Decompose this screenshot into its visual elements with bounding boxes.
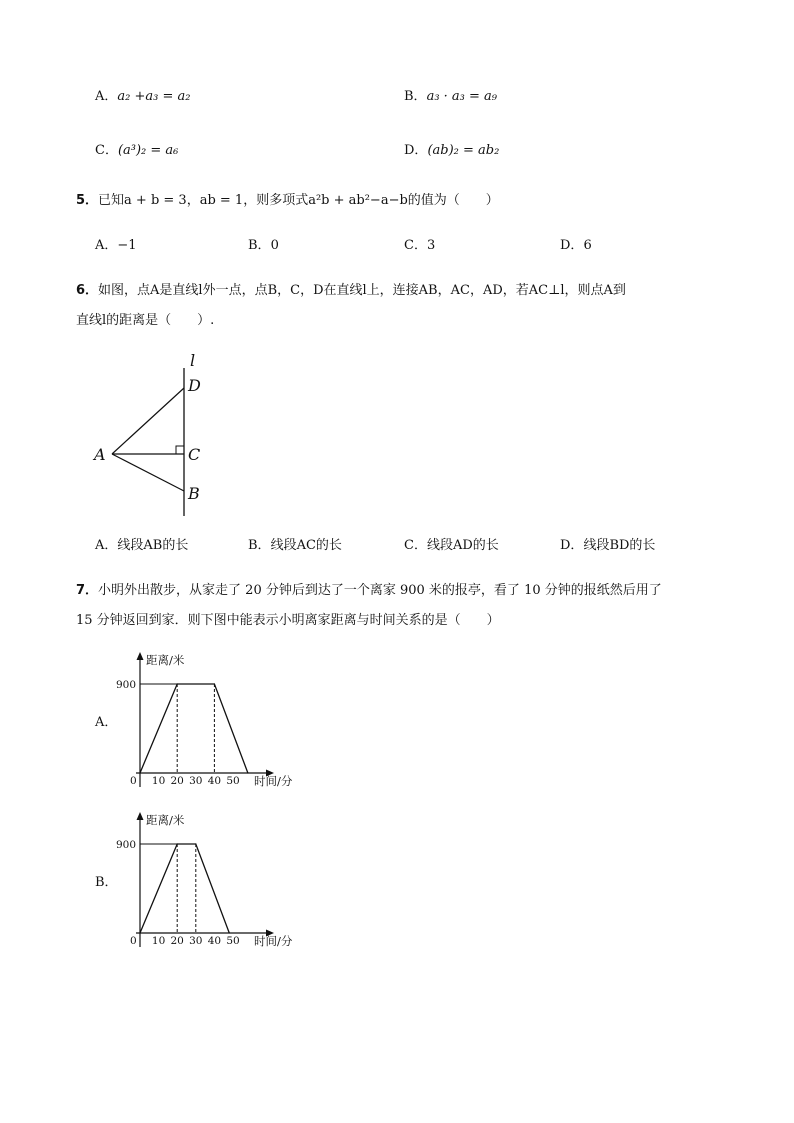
q5-option-a[interactable] [95,237,137,255]
label-l: l [190,351,196,370]
data-point [177,683,178,684]
option-text: 6 [583,238,592,253]
option-letter: A． [95,238,118,253]
q7-stem-line2 [76,612,500,630]
x-tick-label: 40 [207,935,222,947]
question-number: 7． [76,583,99,598]
label-d: D [188,376,201,395]
y-axis-label: 距离/米 [146,813,185,827]
q6-option-d[interactable] [560,537,655,555]
option-text: 线段AC的长 [270,538,342,553]
q4-option-a[interactable] [95,88,190,106]
data-point [139,932,140,933]
question-number: 5． [76,193,99,208]
x-tick-label: 40 [207,775,222,787]
option-expression: (a³)₂ = a₆ [117,143,179,158]
x-axis-label: 时间/分 [254,934,293,948]
x-tick-label: 10 [151,775,166,787]
q4-option-c[interactable] [95,142,178,160]
x-tick-label: 50 [226,775,240,787]
y-axis-arrow-icon [137,812,144,820]
x-tick-label: 10 [151,935,166,947]
y-axis-arrow-icon [137,652,144,660]
option-letter: C． [95,143,118,158]
label-b: B [188,484,200,503]
q5-option-b[interactable] [248,237,279,255]
data-point [229,932,230,933]
x-tick-label: 30 [189,775,203,787]
option-text: 线段BD的长 [583,538,656,553]
option-text: 0 [270,238,279,253]
q7-option-b-label[interactable]: B． [95,875,118,890]
q5-option-d[interactable] [560,237,592,255]
question-text: 直线l的距离是（ ）. [76,313,215,328]
x-axis-label: 时间/分 [254,774,293,788]
option-letter: A． [95,538,118,553]
q7-stem-line1 [76,582,662,600]
option-expression: a₃ · a₃ = a₉ [426,89,498,104]
option-letter: B． [248,238,271,253]
origin-label: 0 [130,775,137,787]
q7-graph-b[interactable] [115,808,318,950]
x-tick-label: 20 [170,775,184,787]
label-a: A [94,445,106,464]
origin-label: 0 [130,935,137,947]
q6-option-a[interactable] [95,537,188,555]
x-tick-label: 20 [170,935,184,947]
data-point [195,843,196,844]
q4-option-b[interactable] [404,88,497,106]
data-point [177,843,178,844]
question-text: 小明外出散步，从家走了 20 分钟后到达了一个离家 900 米的报亭，看了 10 分钟的报纸然后用了 [98,583,662,598]
q5-stem [76,192,499,210]
q6-stem-line2 [76,312,214,330]
q6-option-b[interactable] [248,537,342,555]
right-angle-mark [176,446,184,454]
x-tick-label: 30 [189,935,203,947]
option-letter: A． [95,89,118,104]
data-point [247,772,248,773]
option-letter: B． [404,89,427,104]
option-letter: C． [404,238,427,253]
q4-option-d[interactable] [404,142,499,160]
series-line [140,684,248,773]
question-number: 6． [76,283,99,298]
segment-ab [112,454,184,491]
option-text: 线段AD的长 [426,538,499,553]
q7-option-a-label[interactable]: A． [95,715,118,730]
question-text: 如图，点A是直线l外一点，点B，C，D在直线l上，连接AB，AC，AD，若AC⊥l，则点A到 [98,283,626,298]
y-tick-label: 900 [115,839,136,851]
option-letter: B． [248,538,271,553]
q6-option-c[interactable] [404,537,499,555]
option-expression: (ab)₂ = ab₂ [427,143,500,158]
x-tick-label: 50 [226,935,240,947]
q5-option-c[interactable] [404,237,435,255]
option-letter: C． [404,538,427,553]
option-text: −1 [117,238,137,253]
option-expression: a₂ +a₃ = a₂ [117,89,191,104]
q6-geometry-figure [90,350,230,522]
option-letter: D． [404,143,428,158]
option-text: 线段AB的长 [117,538,189,553]
q7-graph-a[interactable] [115,648,318,790]
option-letter: D． [560,538,584,553]
question-text: 15 分钟返回到家．则下图中能表示小明离家距离与时间关系的是（ ） [76,613,500,628]
data-point [214,683,215,684]
option-letter: D． [560,238,584,253]
q6-stem-line1 [76,282,626,300]
option-text: 3 [426,238,436,253]
segment-ad [112,388,184,454]
label-c: C [188,445,201,464]
y-tick-label: 900 [115,679,136,691]
y-axis-label: 距离/米 [146,653,185,667]
data-point [139,772,140,773]
series-line [140,844,229,933]
question-text: 已知a + b = 3，ab = 1，则多项式a²b + ab²−a−b的值为（ ） [98,193,499,208]
